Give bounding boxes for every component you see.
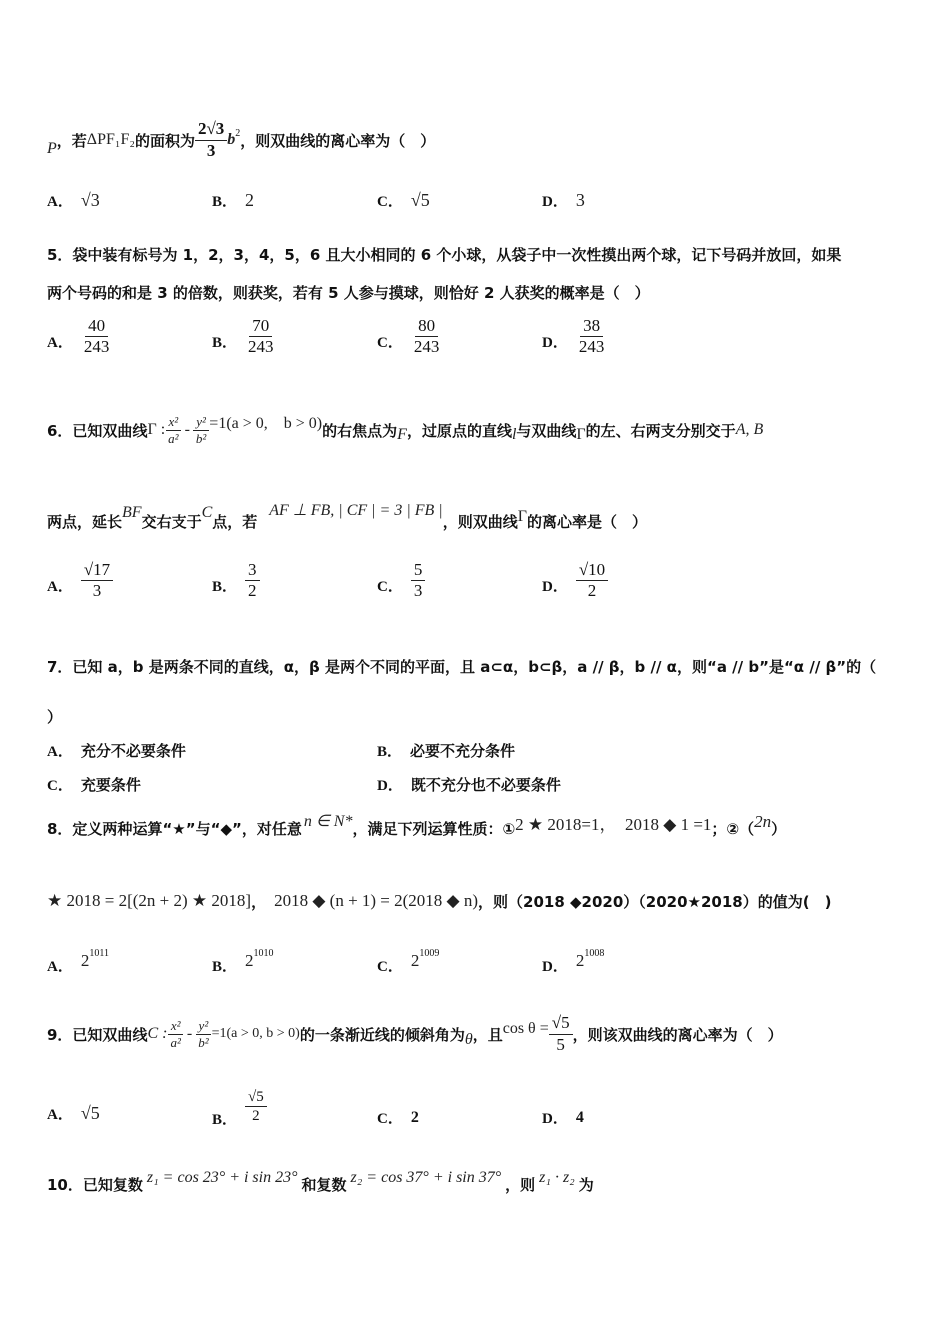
q5-option-b-label: B．: [212, 335, 238, 352]
q8-c-exp: 1009: [419, 948, 440, 959]
q6-option-d-frac: [576, 560, 608, 602]
q7-option-d-label: D．: [377, 778, 403, 794]
q5-option-d[interactable]: [542, 316, 607, 358]
q8-c-base: 2: [410, 950, 420, 970]
q6-x-frac: [165, 414, 181, 446]
q7-option-d-value: 既不充分也不必要条件: [410, 776, 561, 794]
q8-option-b[interactable]: [212, 945, 274, 976]
q7-option-a-label: A．: [47, 744, 73, 760]
q9-option-b[interactable]: [212, 1084, 267, 1129]
q6-t3: 与双曲线: [516, 421, 577, 440]
q6-c-num: 5: [411, 560, 426, 581]
q5-d-num: 38: [580, 316, 603, 337]
q6-x-num: x²: [166, 414, 182, 431]
q5-stem-line1: 5．袋中装有标号为 1，2，3，4，5，6 且大小相同的 6 个小球，从袋子中一次性摸出两个球，记下号码并放回，如果: [47, 246, 842, 264]
q6-gamma: Γ :: [147, 421, 166, 438]
q9-y-den: b²: [198, 1034, 209, 1050]
q9-option-c[interactable]: [377, 1107, 419, 1128]
q6-option-a-label: A．: [47, 579, 73, 596]
q10-mid: 和复数: [301, 1175, 347, 1194]
q6-option-b-frac: [245, 560, 260, 602]
q10-product: z₁ · z₂: [539, 1169, 575, 1186]
q6-option-b[interactable]: [212, 560, 260, 602]
q7-option-c-value: 充要条件: [80, 776, 141, 794]
q8-comma: ，: [251, 892, 267, 911]
q9-option-d-value: 4: [575, 1108, 584, 1126]
q6-t2: ，过原点的直线: [406, 421, 512, 440]
q7-option-d[interactable]: [377, 774, 561, 795]
q10-lead: 10．已知复数: [47, 1175, 143, 1194]
q9-cos-frac: [549, 1013, 573, 1055]
q4-option-d-value: 3: [575, 190, 585, 210]
q6-gamma3: Γ: [517, 508, 527, 525]
q9-cos-num: √5: [549, 1013, 573, 1034]
q6-stem-line2: [47, 496, 647, 546]
q6-option-d[interactable]: [542, 560, 608, 602]
q6-option-d-label: D．: [542, 579, 568, 596]
q5-option-d-frac: [576, 316, 608, 358]
q9-option-d[interactable]: [542, 1107, 584, 1128]
q4-option-b-value: 2: [245, 190, 255, 210]
q9-x-frac: [167, 1018, 183, 1050]
q4-option-c-value: √5: [410, 190, 430, 210]
q4-option-a-value: √3: [80, 190, 100, 210]
q5-option-b-frac: [245, 316, 277, 358]
q8-property1: 2 ★ 2018=1， 2018 ◆ 1 =1: [515, 814, 712, 834]
q6-option-a[interactable]: [47, 560, 113, 602]
q6-b-den: 2: [248, 581, 257, 601]
q9-option-b-frac: [245, 1088, 267, 1125]
q8-d-exp: 1008: [584, 948, 605, 959]
q8-option-c[interactable]: [377, 945, 439, 976]
q7-option-b-label: B．: [377, 744, 403, 760]
q9-y-num: y²: [196, 1018, 212, 1035]
q7-option-b[interactable]: [377, 740, 515, 761]
q7-stem-line1: 7．已知 a，b 是两条不同的直线，α，β 是两个不同的平面，且 a⊂α，b⊂β，a // β，b // α，则“a // b”是“α // β”的（: [47, 658, 877, 676]
q5-option-a-label: A．: [47, 335, 73, 352]
q6-option-c-frac: [411, 560, 426, 602]
q4-option-a-label: A．: [47, 194, 73, 210]
q6-d-num: √10: [576, 560, 608, 581]
q4-stem: [47, 100, 435, 180]
q9-cond: =1(a > 0, b > 0): [211, 1026, 300, 1041]
q8-option-a-label: A．: [47, 959, 73, 975]
q8-option-b-label: B．: [212, 959, 238, 975]
q9-stem: [47, 1004, 783, 1064]
q7-option-c-label: C．: [47, 778, 73, 794]
q5-option-c-label: C．: [377, 335, 403, 352]
q6-t8: ，则双曲线: [442, 512, 518, 531]
q9-t2: ，且: [472, 1025, 503, 1044]
q10-z2: z₂ = cos 37° + i sin 37°: [350, 1169, 502, 1186]
q5-option-c-frac: [411, 316, 443, 358]
q8-property2-lhs: 2n: [754, 812, 772, 831]
q8-option-d[interactable]: [542, 945, 604, 976]
q6-option-a-frac: [81, 560, 113, 602]
q8-option-a[interactable]: [47, 945, 109, 976]
q10-t1: ，则: [505, 1175, 536, 1194]
q10-z1: z₁ = cos 23° + i sin 23°: [146, 1169, 298, 1186]
q5-a-den: 243: [83, 337, 110, 357]
q6-option-c-label: C．: [377, 579, 403, 596]
q6-t4: 的左、右两支分别交于: [585, 421, 736, 440]
q4-option-c-label: C．: [377, 194, 403, 210]
q4-text-if: ，若: [56, 131, 87, 150]
q5-b-num: 70: [249, 316, 272, 337]
q6-option-c[interactable]: [377, 560, 425, 602]
q6-option-b-label: B．: [212, 579, 238, 596]
q6-line-l: l: [511, 426, 517, 443]
q4-option-d[interactable]: [542, 190, 585, 211]
q9-x-den: a²: [170, 1034, 181, 1050]
q6-stem-line1: [47, 400, 763, 460]
q6-y-frac: [193, 414, 209, 446]
q6-b-num: 3: [245, 560, 260, 581]
q6-t1: 的右焦点为: [322, 421, 398, 440]
q5-b-den: 243: [248, 337, 274, 357]
q8-b-exp: 1010: [253, 948, 274, 959]
q7-option-c[interactable]: [47, 774, 141, 795]
q8-option-d-label: D．: [542, 959, 568, 975]
q8-a-exp: 1011: [89, 948, 109, 959]
q6-minus: -: [184, 421, 190, 438]
q4-text-end: ，则双曲线的离心率为（ ）: [240, 131, 436, 150]
q9-b-num: √5: [245, 1088, 267, 1107]
q6-bf: BF: [122, 504, 142, 521]
q4-area-den: 3: [206, 140, 216, 160]
q8-t1: ，满足下列运算性质：①: [352, 819, 516, 838]
q4-text-area: 的面积为: [134, 131, 195, 150]
q6-points-ab: A, B: [735, 421, 764, 438]
q10-t2: 为: [578, 1175, 594, 1194]
q8-property2-rhs: ★ 2018 = 2[(2n + 2) ★ 2018]: [47, 891, 252, 910]
q6-focus-f: F: [397, 426, 407, 443]
q9-option-a[interactable]: [47, 1103, 100, 1124]
q9-y-frac: [195, 1018, 211, 1050]
q5-option-a[interactable]: [47, 316, 112, 358]
q4-option-b[interactable]: [212, 190, 254, 211]
q5-option-b[interactable]: [212, 316, 277, 358]
q8-n-set: n ∈ N*: [303, 813, 353, 830]
q8-lead: 8．定义两种运算“★”与“◆”，对任意: [47, 819, 302, 838]
q6-cond: =1(a > 0, b > 0): [209, 414, 323, 432]
q9-t3: ，则该双曲线的离心率为（ ）: [572, 1025, 783, 1044]
q7-stem-line2: ）: [47, 708, 63, 726]
q5-a-num: 40: [85, 316, 108, 337]
q6-point-c: C: [201, 504, 213, 521]
q4-triangle-expr: ΔPF₁F₂: [86, 131, 135, 148]
q8-t3: ）: [771, 819, 787, 838]
q8-b-base: 2: [245, 950, 254, 970]
q6-gamma2: Γ: [576, 426, 586, 443]
q6-y-den: b²: [195, 430, 207, 446]
q8-property3: 2018 ◆ (n + 1) = 2(2018 ◆ n): [274, 891, 479, 910]
q8-option-c-label: C．: [377, 959, 403, 975]
q9-option-a-label: A．: [47, 1107, 73, 1123]
q4-option-b-label: B．: [212, 194, 238, 210]
q9-theta: θ: [464, 1031, 473, 1048]
q6-t7: 点，若: [212, 512, 258, 531]
q4-area-b: b: [227, 131, 236, 148]
q8-stem-line2: [47, 884, 831, 918]
q5-stem-line2: 两个号码的和是 3 的倍数，则获奖，若有 5 人参与摸球，则恰好 2 人获奖的概率是（ ）: [47, 284, 650, 302]
q9-option-d-label: D．: [542, 1111, 568, 1127]
q4-option-d-label: D．: [542, 194, 568, 210]
q5-d-den: 243: [578, 337, 605, 357]
q4-area-num: 2√3: [195, 119, 227, 140]
q6-c-den: 3: [413, 581, 423, 601]
q6-t6: 交右支于: [141, 512, 202, 531]
q9-option-c-value: 2: [410, 1108, 419, 1126]
q6-a-num: √17: [81, 560, 113, 581]
q5-option-d-label: D．: [542, 335, 568, 352]
q10-stem: [47, 1166, 594, 1202]
q9-lead: 9．已知双曲线: [47, 1025, 148, 1044]
q6-y-num: y²: [193, 414, 209, 431]
q9-option-a-value: √5: [80, 1103, 100, 1123]
q4-point-p: P: [47, 140, 57, 157]
q9-cos-den: 5: [556, 1034, 565, 1054]
q5-c-num: 80: [415, 316, 438, 337]
q6-t9: 的离心率是（ ）: [526, 512, 647, 531]
q6-a-den: 3: [92, 581, 102, 601]
q6-lead: 6．已知双曲线: [47, 421, 148, 440]
q6-t5: 两点，延长: [47, 512, 123, 531]
q9-x-num: x²: [168, 1018, 184, 1035]
q6-d-den: 2: [587, 581, 597, 601]
q9-option-b-label: B．: [212, 1112, 238, 1128]
q5-c-den: 243: [413, 337, 440, 357]
q8-stem-line1: [47, 808, 786, 848]
q8-d-base: 2: [575, 950, 585, 970]
q4-area-pow: 2: [235, 127, 241, 139]
q9-minus: -: [186, 1025, 193, 1042]
q7-option-a[interactable]: [47, 740, 186, 761]
q9-curve-c: C :: [147, 1025, 168, 1042]
q8-a-base: 2: [80, 950, 90, 970]
q7-option-b-value: 必要不充分条件: [410, 742, 516, 760]
q8-t2: ；②（: [711, 819, 755, 838]
q6-cond2: AF ⊥ FB, | CF | = 3 | FB |: [269, 502, 443, 519]
q9-cos: cos θ =: [502, 1020, 549, 1037]
q5-option-c[interactable]: [377, 316, 442, 358]
q4-option-a[interactable]: [47, 190, 100, 211]
q4-option-c[interactable]: [377, 190, 430, 211]
q4-area-fraction: [195, 119, 227, 161]
q8-question: ，则（2018 ◆2020）（2020★2018）的值为( ): [478, 892, 832, 911]
q9-option-c-label: C．: [377, 1111, 403, 1127]
q6-x-den: a²: [168, 430, 179, 446]
q7-option-a-value: 充分不必要条件: [80, 742, 186, 760]
q9-t1: 的一条渐近线的倾斜角为: [299, 1025, 465, 1044]
q9-b-den: 2: [252, 1108, 260, 1124]
q5-option-a-frac: [81, 316, 113, 358]
